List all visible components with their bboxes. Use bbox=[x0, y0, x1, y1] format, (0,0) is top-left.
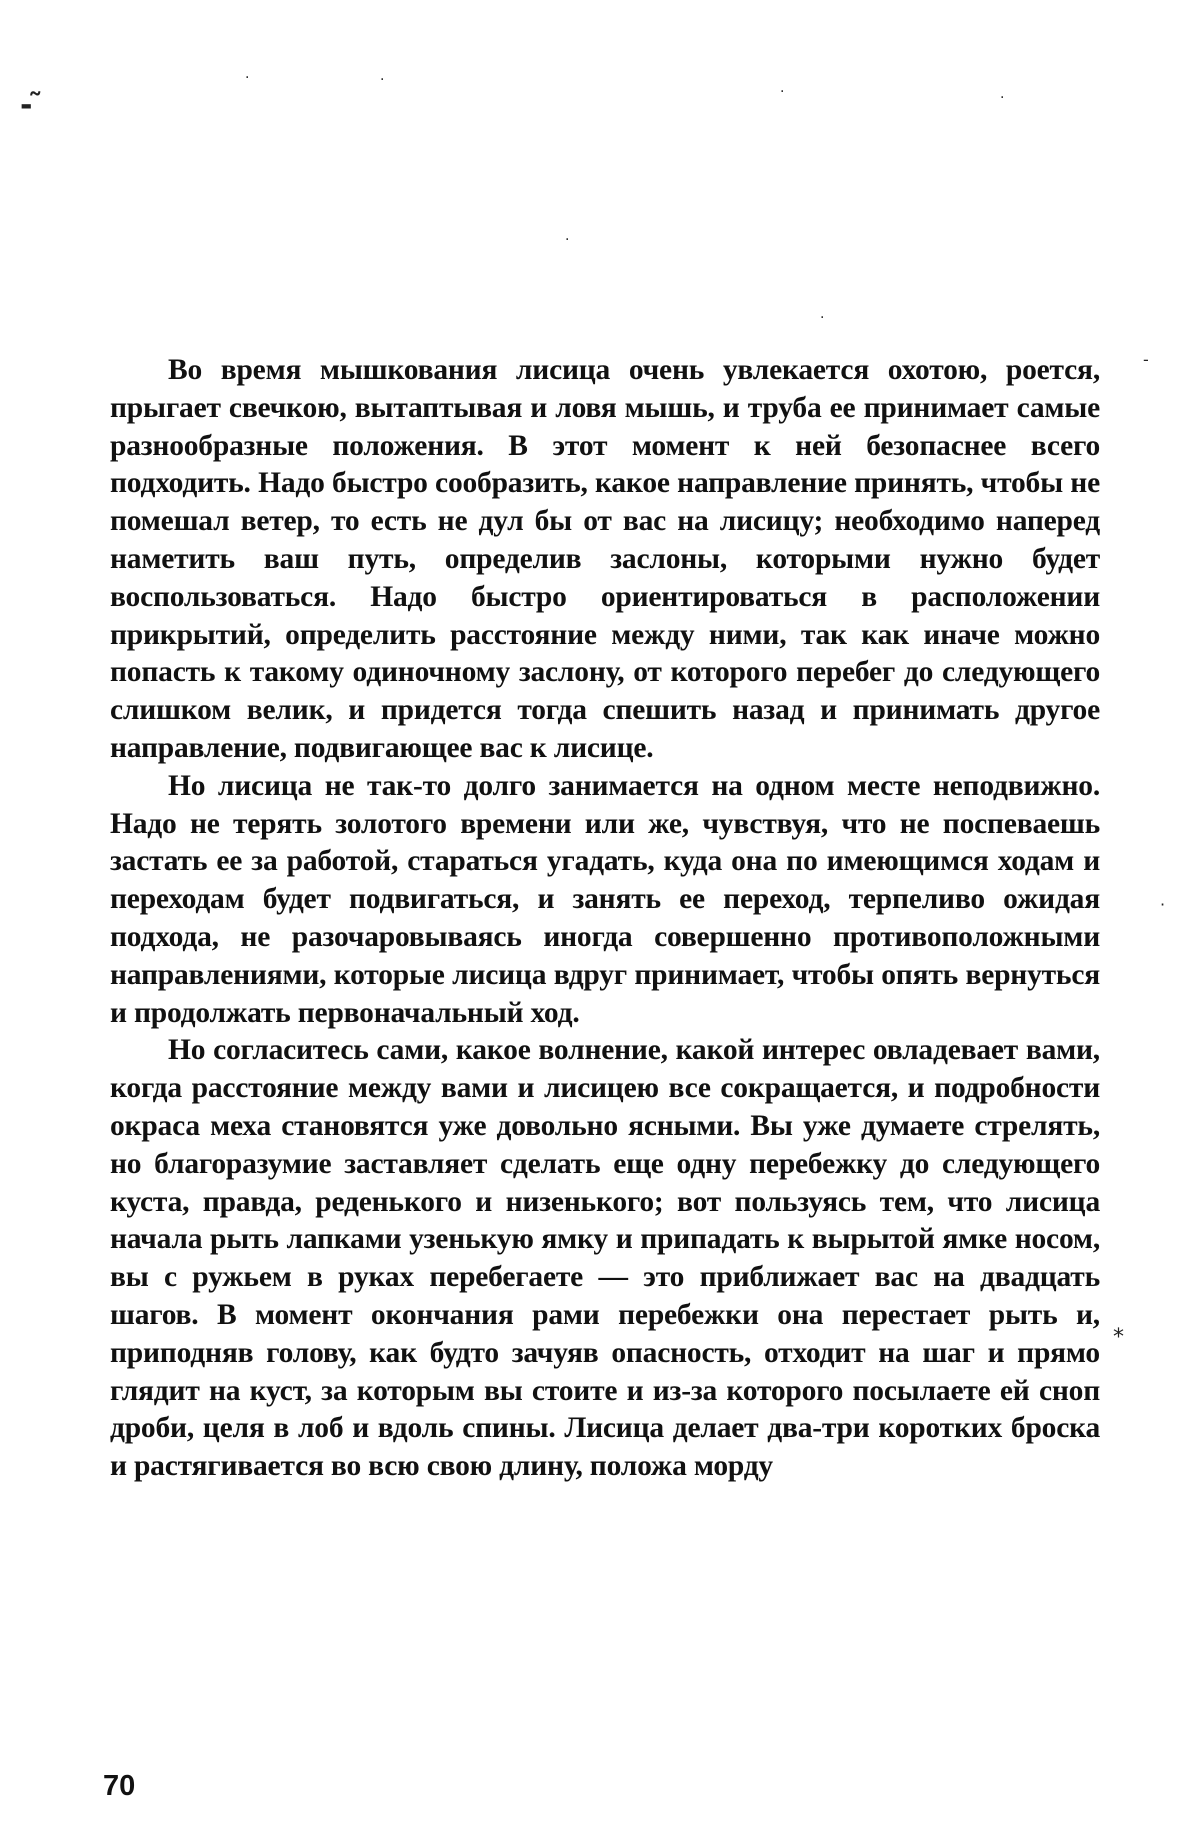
scan-speck: · bbox=[380, 72, 384, 88]
body-text bbox=[110, 352, 1100, 1486]
scan-speck: - bbox=[1143, 350, 1149, 369]
scan-speck: · bbox=[780, 84, 784, 100]
paragraph-waiting: Но лисица не так-то долго занимается на одном месте неподвижно. Надо не терять золотого времени или же, чувствуя, что не поспеваешь застать ее за работой, стараться угадать, куда она по имеющимся ходам и переходам будет подвигаться, и занять ее переход, терпеливо ожидая подхода, не разочаровываясь иногда совершенно противоположными направлениями, которые лисица вдруг принимает, чтобы опять вернуться и продолжать первоначальный ход. bbox=[110, 768, 1100, 1033]
scan-speck: · bbox=[1160, 895, 1165, 914]
scan-speck: · bbox=[820, 310, 824, 326]
paragraph-mousing: Во время мышкования лисица очень увлекается охотою, роется, прыгает свечкою, вытаптывая и ловя мышь, и труба ее принимает самые разнообразные положения. В этот момент к ней безопаснее всего подходить. Надо быстро сообразить, какое направление принять, чтобы не помешал ветер, то есть не дул бы от вас на лисицу; необходимо наперед наметить ваш путь, определив заслоны, которыми нужно будет воспользоваться. Надо быстро ориентироваться в расположении прикрытий, определить расстояние между ними, так как иначе можно попасть к такому одиночному заслону, от которого перебег до следующего слишком велик, и придется тогда спешить назад и принимать другое направление, подвигающее вас к лисице. bbox=[110, 352, 1100, 768]
page-number: 70 bbox=[103, 1770, 135, 1803]
scan-speck: · bbox=[1000, 90, 1004, 106]
scan-speck: * bbox=[1113, 1325, 1124, 1350]
scan-speck: · bbox=[565, 232, 569, 248]
scan-speck: - ̃ bbox=[20, 88, 43, 123]
paragraph-approach: Но согласитесь сами, какое волнение, какой интерес овладевает вами, когда расстояние между вами и лисицею все сокращается, и подробности окраса меха становятся уже довольно ясными. Вы уже думаете стрелять, но благоразумие заставляет сделать еще одну перебежку до следующего куста, правда, реденького и низенького; вот пользуясь тем, что лисица начала рыть лапками узенькую ямку и припадать к вырытой ямке носом, вы с ружьем в руках перебегаете — это приближает вас на двадцать шагов. В момент окончания рами перебежки она перестает рыть и, приподняв голову, как будто зачуяв опасность, отходит на шаг и прямо глядит на куст, за которым вы стоите и из-за которого посылаете ей сноп дроби, целя в лоб и вдоль спины. Лисица делает два-три коротких броска и растягивается во всю свою длину, положа морду bbox=[110, 1032, 1100, 1486]
scan-speck: · bbox=[245, 70, 249, 86]
